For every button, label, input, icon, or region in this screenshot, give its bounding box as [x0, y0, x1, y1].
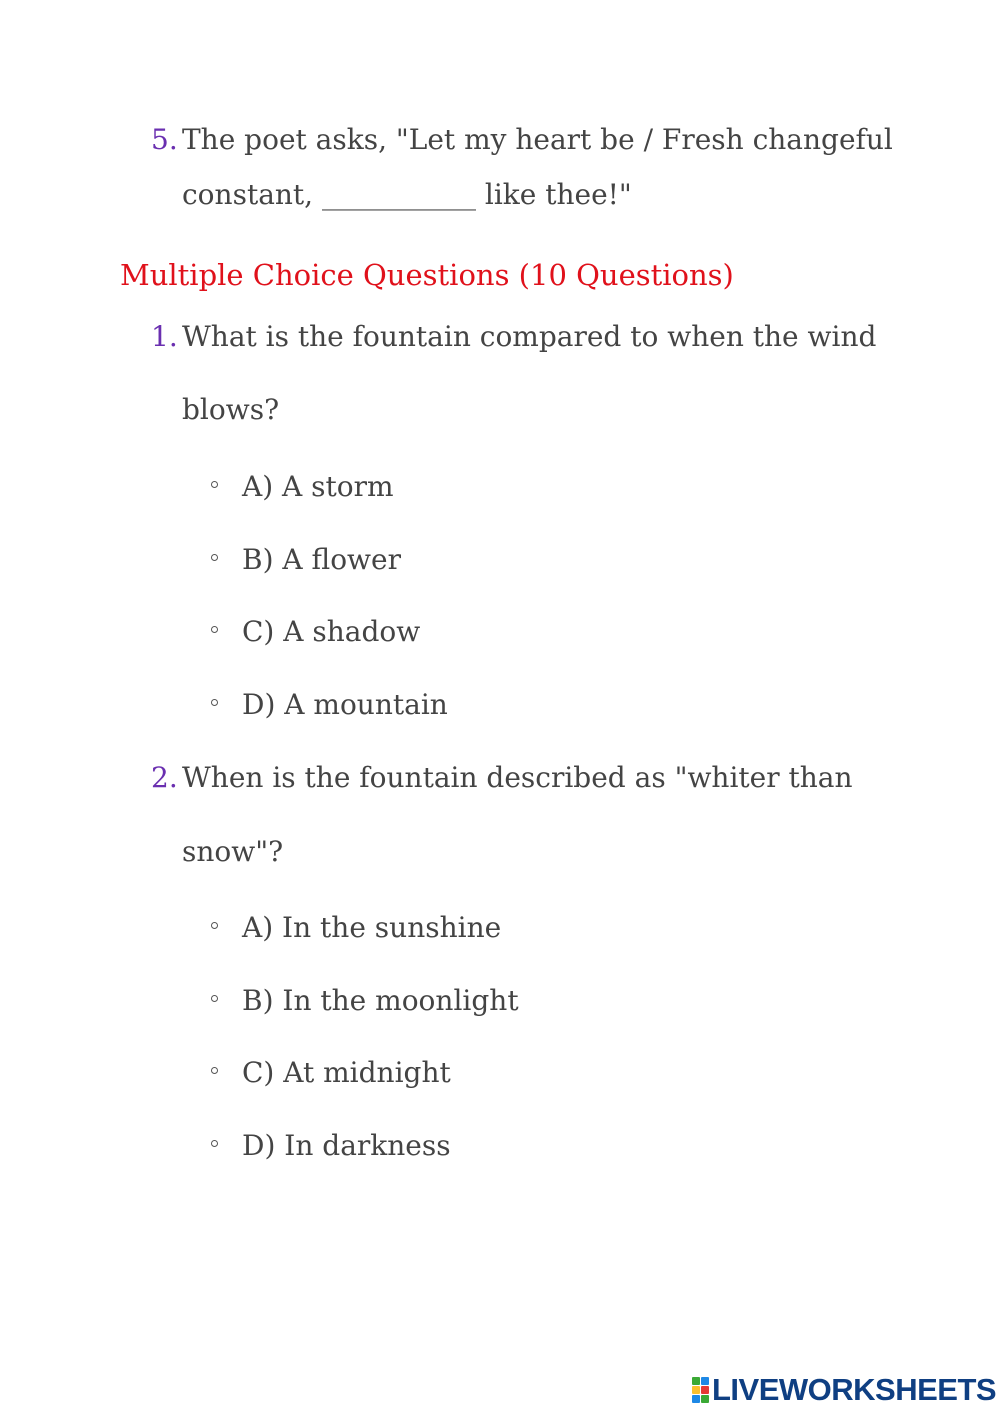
circle-bullet-icon [211, 995, 218, 1002]
question-2-text-line-1: When is the fountain described as "whiter than [182, 761, 853, 794]
circle-bullet-icon [211, 626, 218, 633]
question-5-text-line-1: The poet asks, "Let my heart be / Fresh changeful [182, 123, 893, 156]
question-1-option-a[interactable] [242, 467, 394, 507]
question-2-number: 2. [151, 761, 178, 794]
option-label: D) A mountain [242, 688, 448, 721]
question-1-option-b[interactable] [242, 540, 401, 580]
logo-text: LIVEWORKSHEETS [712, 1372, 997, 1407]
option-label: C) At midnight [242, 1056, 451, 1089]
circle-bullet-icon [211, 699, 218, 706]
option-label: B) In the moonlight [242, 984, 519, 1017]
option-label: A) In the sunshine [242, 911, 502, 944]
question-1-text-line-2: blows? [182, 393, 280, 426]
question-1-number: 1. [151, 320, 178, 353]
option-label: D) In darkness [242, 1129, 451, 1162]
question-5-text-line-2: constant, ___________ like thee!" [182, 178, 632, 211]
option-label: B) A flower [242, 543, 401, 576]
question-1-text-line-1: What is the fountain compared to when the wind [182, 320, 877, 353]
question-2-option-b[interactable] [242, 981, 519, 1021]
circle-bullet-icon [211, 481, 218, 488]
option-label: A) A storm [242, 470, 394, 503]
question-1-option-d[interactable] [242, 685, 448, 725]
section-heading: Multiple Choice Questions (10 Questions) [120, 258, 734, 292]
question-5-number: 5. [151, 123, 178, 156]
question-2-text-line-2: snow"? [182, 835, 284, 868]
circle-bullet-icon [211, 554, 218, 561]
question-2-option-c[interactable] [242, 1053, 451, 1093]
option-label: C) A shadow [242, 615, 421, 648]
question-1-option-c[interactable] [242, 612, 420, 652]
circle-bullet-icon [211, 1067, 218, 1074]
circle-bullet-icon [211, 922, 218, 929]
liveworksheets-logo[interactable] [692, 1372, 996, 1408]
circle-bullet-icon [211, 1140, 218, 1147]
liveworksheets-logo-icon [692, 1377, 709, 1403]
question-2-option-d[interactable] [242, 1126, 451, 1166]
question-2-option-a[interactable] [242, 908, 501, 948]
